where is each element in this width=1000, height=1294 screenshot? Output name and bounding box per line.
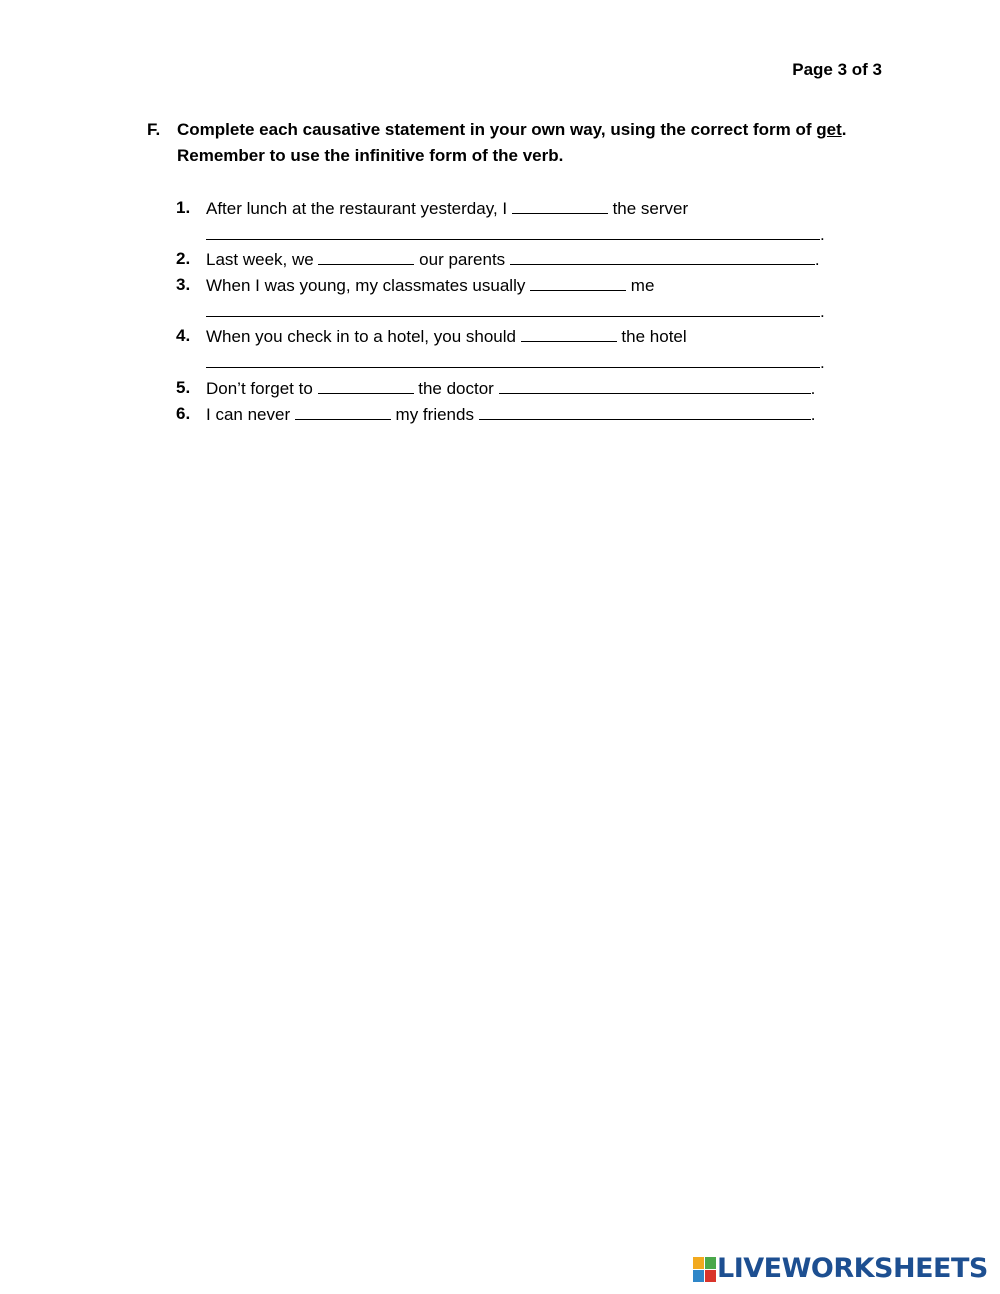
item-number: 2.: [176, 249, 191, 268]
instruction-keyword: get: [816, 120, 842, 139]
item-line: [206, 326, 687, 347]
answer-blank[interactable]: [318, 249, 414, 265]
item-text: When I was young, my classmates usually: [206, 276, 531, 295]
item-text: the doctor: [413, 379, 499, 398]
item-line: [206, 404, 815, 425]
item-text: our parents: [414, 250, 510, 269]
answer-blank[interactable]: [206, 301, 820, 317]
item-line: [206, 198, 688, 219]
answer-blank[interactable]: [512, 198, 608, 214]
item-number: 4.: [176, 326, 191, 345]
instruction-line-1: [177, 120, 846, 140]
answer-blank[interactable]: [206, 352, 820, 368]
item-line-continued: [206, 301, 825, 322]
answer-blank[interactable]: [499, 378, 811, 394]
item-line: [206, 378, 815, 399]
item-number: 1.: [176, 198, 191, 217]
section-letter: F.: [147, 120, 161, 139]
answer-blank[interactable]: [530, 275, 626, 291]
answer-blank[interactable]: [295, 404, 391, 420]
instruction-text: Complete each causative statement in your own way, using the correct form of: [177, 120, 817, 139]
item-end: .: [820, 353, 825, 372]
answer-blank[interactable]: [479, 404, 811, 420]
liveworksheets-logo[interactable]: [693, 1253, 988, 1284]
item-line-continued: [206, 224, 825, 245]
logo-text: LIVEWORKSHEETS: [717, 1253, 988, 1284]
item-text: the server: [607, 199, 689, 218]
item-text: When you check in to a hotel, you should: [206, 327, 521, 346]
logo-mark-icon: [693, 1257, 715, 1281]
instruction-period: .: [841, 120, 847, 139]
item-text: the hotel: [616, 327, 687, 346]
answer-blank[interactable]: [510, 249, 815, 265]
item-end: .: [810, 379, 816, 398]
item-end: .: [814, 250, 820, 269]
item-line: [206, 249, 820, 270]
item-number: 6.: [176, 404, 191, 423]
item-text: my friends: [390, 405, 479, 424]
answer-blank[interactable]: [521, 326, 617, 342]
item-end: .: [820, 225, 825, 244]
answer-blank[interactable]: [318, 378, 414, 394]
item-number: 3.: [176, 275, 191, 294]
item-text: Don’t forget to: [206, 379, 318, 398]
item-text: After lunch at the restaurant yesterday, I: [206, 199, 512, 218]
instruction-line-2: Remember to use the infinitive form of the verb.: [177, 146, 564, 165]
item-end: .: [820, 302, 825, 321]
item-end: .: [810, 405, 816, 424]
item-text: Last week, we: [206, 250, 319, 269]
page-number: Page 3 of 3: [792, 60, 882, 79]
item-line: [206, 275, 654, 296]
answer-blank[interactable]: [206, 224, 820, 240]
item-line-continued: [206, 352, 825, 373]
item-text: me: [626, 276, 655, 295]
item-text: I can never: [206, 405, 295, 424]
item-number: 5.: [176, 378, 191, 397]
